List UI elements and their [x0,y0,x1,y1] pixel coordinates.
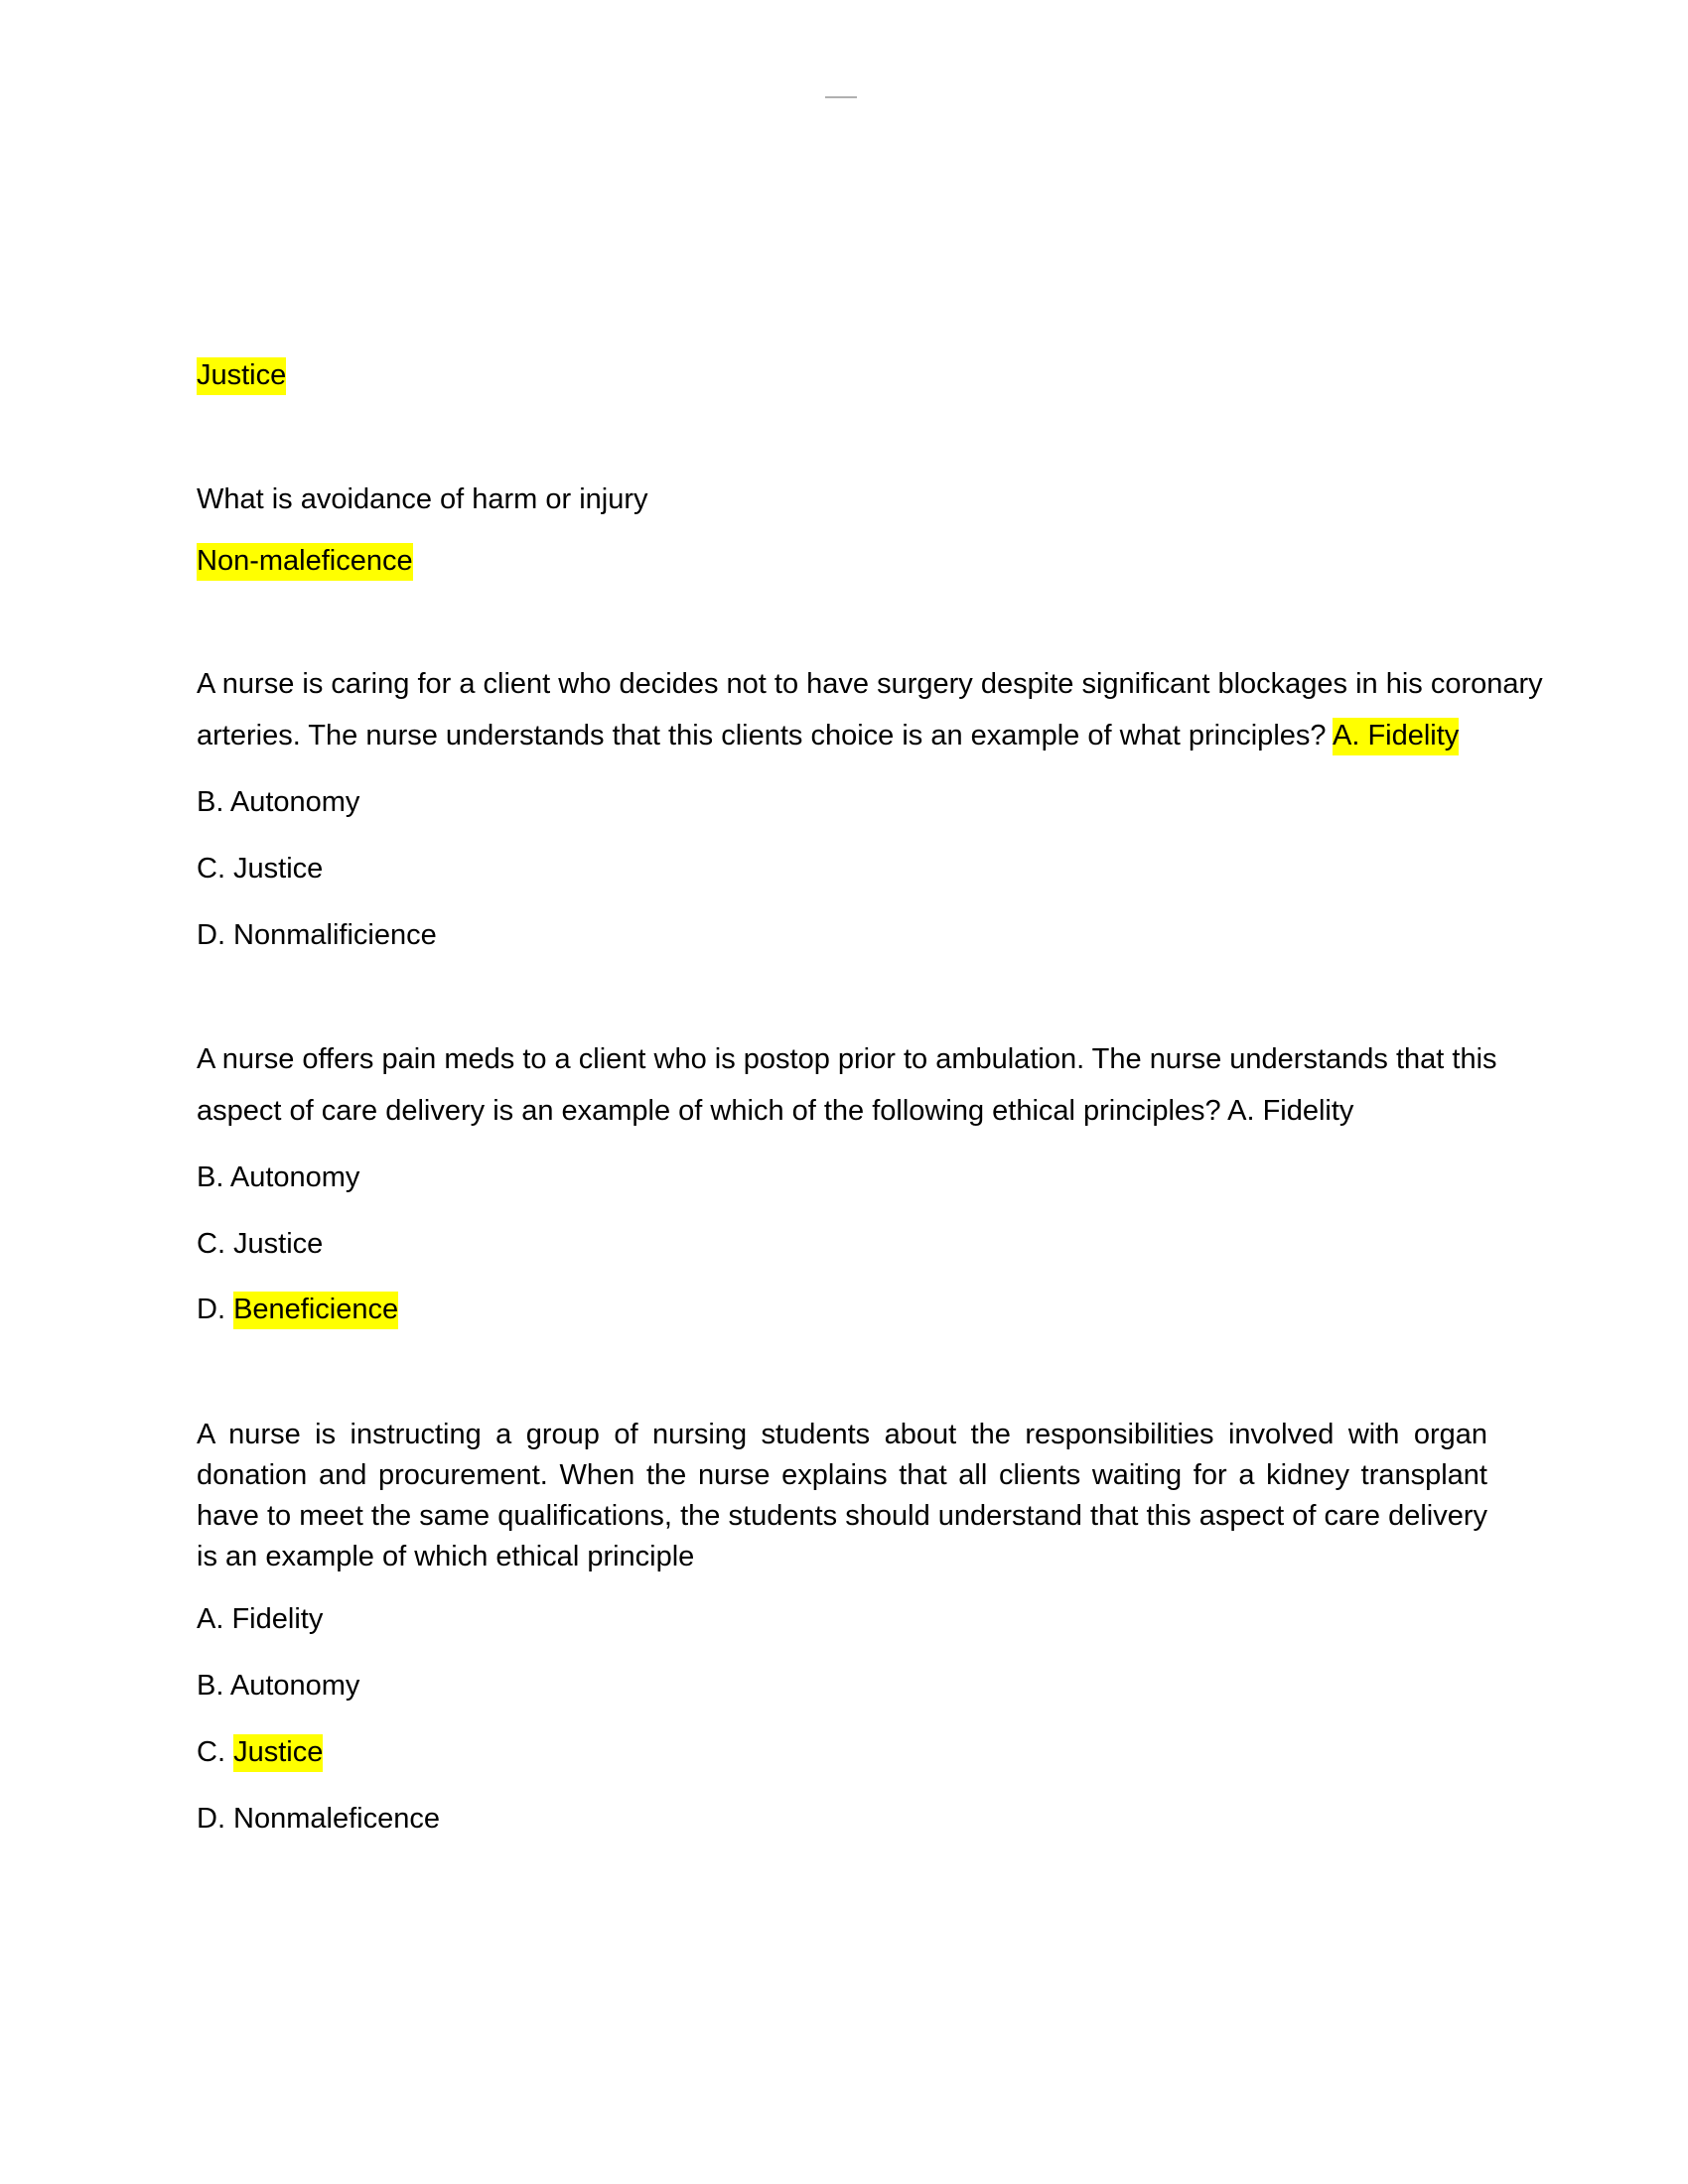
q2-option-d-prefix: D. [197,1294,225,1325]
q3-option-a: A. Fidelity [197,1603,324,1635]
highlighted-answer: Non-maleficence [197,543,413,581]
highlighted-answer: Justice [197,357,286,395]
q3-option-c-prefix: C. [197,1736,225,1768]
header-mark [825,96,857,98]
q2-stem-line2: aspect of care delivery is an example of which of the following ethical principles? A. Fidelity [197,1095,1354,1127]
question-harm: What is avoidance of harm or injury [197,483,648,515]
q1-stem-line1: A nurse is caring for a client who decides not to have surgery despite significant blockages in his coronary [197,668,1543,700]
q2-option-d-highlighted: Beneficience [233,1292,398,1329]
q1-option-a-highlighted: A. Fidelity [1333,718,1459,755]
q1-option-b: B. Autonomy [197,786,360,818]
q1-stem-text: arteries. The nurse understands that this clients choice is an example of what principles? [197,720,1327,751]
q2-stem-line1: A nurse offers pain meds to a client who is postop prior to ambulation. The nurse understands that this [197,1043,1497,1075]
q1-option-c: C. Justice [197,853,324,885]
q3-option-c [197,1738,323,1767]
q3-option-c-highlighted: Justice [233,1734,323,1772]
q3-stem: A nurse is instructing a group of nursing students about the responsibilities involved with organ donation and procurement. When the nurse explains that all clients waiting for a kidney transplant have to meet the same qualifications, the students should understand that this aspect of care delivery is an example of which ethical principle [197,1419,1487,1572]
top-answer [197,361,286,390]
q2-option-d [197,1296,398,1324]
q1-option-d: D. Nonmalificience [197,919,437,951]
q3-option-b: B. Autonomy [197,1670,360,1702]
q3-option-d: D. Nonmaleficence [197,1803,440,1835]
q2-option-c: C. Justice [197,1228,324,1260]
q1-stem-line2 [197,722,1459,751]
answer-harm [197,547,413,576]
q2-option-b: B. Autonomy [197,1161,360,1193]
